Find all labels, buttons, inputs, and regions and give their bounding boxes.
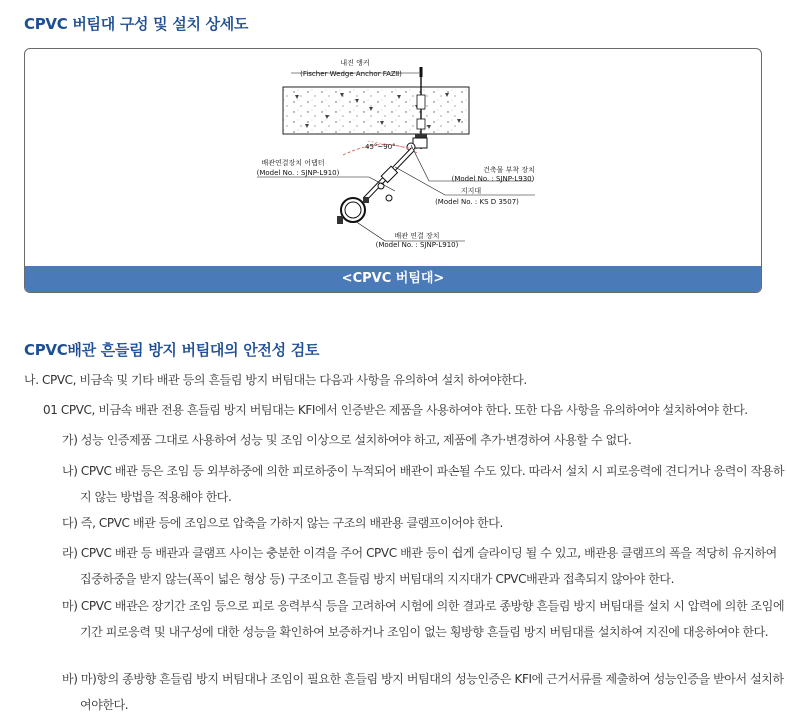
- pipe-clamp: [337, 197, 369, 224]
- adapter-name-label: 배관연결장치 어댑터: [261, 159, 325, 167]
- list-item-na: 나) CPVC 배관 등은 조임 등 외부하중에 의한 피로하중이 누적되어 배관이 파손될 수도 있다. 따라서 설치 시 피로응력에 견디거나 응력이 작용하지 않는 방법을 적용해야 한다.: [62, 464, 785, 504]
- concrete-slab: [283, 87, 469, 134]
- building-attachment-name-label: 건축물 부착 장치: [483, 166, 535, 174]
- list-item-ba: 바) 마)항의 종방향 흔들림 방지 버팀대나 조임이 필요한 흔들림 방지 버팀대의 성능인증은 KFI에 근거서류를 제출하여 성능인증을 받아서 설치하여야한다.: [62, 672, 784, 712]
- brace-model-label: (Model No. : KS D 3507): [435, 198, 519, 206]
- item-01: 01 CPVC, 비금속 배관 전용 흔들림 방지 버팀대는 KFI에서 인증받은 제품을 사용하여야 한다. 또한 다음 사항을 유의하여야 설치하여야 한다.: [43, 403, 748, 417]
- brace-name-label: 지지대: [460, 187, 482, 195]
- adapter-model-label: (Model No. : SJNP-L910): [256, 169, 340, 177]
- list-item-ma: 마) CPVC 배관은 장기간 조임 등으로 피로 응력부식 등을 고려하여 시험에 의한 결과로 종방향 흔들림 방지 버팀대를 설치 시 압력에 의한 조임에 기간 피로응력 및 내구성에 대한 성능을 확인하여 보증하거나 조임이 없는 횡방향 흔들림 방지 버팀대를 설치하여 지진에 대응하여야 한다.: [62, 599, 785, 639]
- figure-caption: <CPVC 버팀대>: [25, 266, 761, 292]
- pipe-attachment-name-label: 배관 연결 장치: [394, 232, 440, 240]
- angle-label: 45°~90°: [365, 143, 396, 151]
- diagram-figure: [24, 48, 762, 293]
- list-item-da: 다) 즉, CPVC 배관 등에 조임으로 압축을 가하지 않는 구조의 배관용 클램프이어야 한다.: [62, 516, 503, 530]
- list-item-ra: 라) CPVC 배관 등 배관과 클램프 사이는 충분한 이격을 주어 CPVC 배관 등이 쉽게 슬라이딩 될 수 있고, 배관용 클램프의 폭을 적당히 유지하여 집중하중을 받지 않는(폭이 넓은 형상 등) 구조이고 흔들림 방지 버팀대의 지지대가 CPVC배관과 접촉되지 않아야 한다.: [62, 546, 777, 586]
- section-title-safety-review: CPVC배관 흔들림 방지 버팀대의 안전성 검토: [24, 341, 320, 359]
- anchor-name-label: 내진 앵커: [340, 59, 370, 67]
- section-title-diagram: CPVC 버팀대 구성 및 설치 상세도: [24, 15, 249, 33]
- pipe-attachment-model-label: (Model No. : SJNP-L910): [375, 241, 459, 249]
- seismic-anchor: [415, 67, 427, 149]
- anchor-model-label: (Fischer Wedge Anchor FAZⅡ): [300, 70, 402, 78]
- brace-diagram: [25, 49, 761, 292]
- brace-member: [365, 149, 413, 201]
- list-item-ga: 가) 성능 인증제품 그대로 사용하여 성능 및 조임 이상으로 설치하여야 하고, 제품에 추가·변경하여 사용할 수 없다.: [62, 433, 632, 447]
- intro-paragraph: 나. CPVC, 비금속 및 기타 배관 등의 흔들림 방지 버팀대는 다음과 사항을 유의하여 설치 하여야한다.: [24, 373, 527, 387]
- building-attachment-model-label: (Model No. : SJNP-L930): [451, 175, 535, 183]
